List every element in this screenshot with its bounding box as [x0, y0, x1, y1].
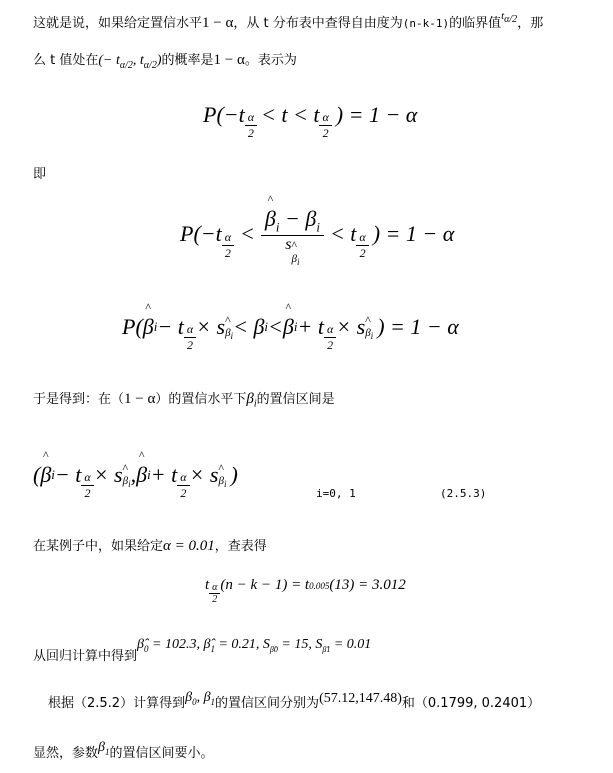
text-segment: 的置信区间要小。	[109, 746, 214, 761]
math-symbol: ^ β	[218, 475, 223, 487]
equation-3	[122, 300, 459, 353]
math-numerator: α	[319, 110, 331, 126]
text-segment: 的概率是	[161, 53, 214, 68]
math-denominator: 2	[247, 126, 254, 140]
math-symbol: ^ β	[225, 327, 230, 339]
math-symbol: (− t	[98, 53, 120, 68]
math-symbol: = 102.3,	[148, 637, 204, 652]
math-subscript: α/2	[119, 59, 133, 71]
math-denominator: 2	[327, 338, 334, 352]
math-subscript: i	[51, 466, 55, 482]
math-numerator: α	[245, 110, 257, 126]
text-line-7	[33, 742, 214, 761]
math-symbol: = 0.21, S	[214, 637, 270, 652]
math-confidence: 1 − α	[124, 391, 156, 407]
math-symbol: = 15, S	[277, 637, 323, 652]
math-symbol: β̂	[203, 637, 211, 652]
text-segment: 在某例子中，如果给定	[33, 539, 164, 554]
text-segment: ）的置信水平下	[155, 392, 247, 407]
text-line-4	[33, 535, 267, 555]
math-symbol: ^ β	[136, 462, 147, 488]
math-subscript	[218, 475, 226, 489]
math-symbol: , t	[132, 53, 144, 68]
text-segment: 根据（2.5.2）计算得到	[48, 696, 186, 711]
text-segment: 显然，参数	[33, 746, 99, 761]
equation-1	[203, 88, 417, 141]
math-numerator: α	[81, 470, 93, 486]
math-symbol: t	[501, 10, 505, 22]
math-symbol: < β	[233, 313, 265, 339]
math-subscript: i	[128, 479, 131, 490]
math-estimates	[137, 637, 371, 654]
equation-5	[205, 566, 406, 605]
text-segment: 么 t 值处在	[33, 53, 99, 68]
math-symbol: (n − k − 1) = t	[220, 577, 310, 593]
math-subscript: i	[275, 219, 280, 235]
math-symbol: )	[230, 461, 238, 487]
math-symbol: ,	[130, 461, 137, 487]
math-subscript: i	[370, 331, 374, 342]
math-symbol: ^ β	[283, 314, 294, 340]
math-beta1	[98, 740, 109, 757]
math-symbol: ^ β	[143, 314, 154, 340]
math-subscript: 1	[210, 643, 215, 654]
math-symbol: P(−t	[180, 221, 222, 247]
text-segment: 。表示为	[244, 53, 297, 68]
math-denominator: 2	[224, 245, 231, 260]
math-subscript: i	[316, 219, 320, 235]
text-segment: 于是得到：在（	[33, 392, 125, 407]
math-subscript: β̂1	[322, 644, 331, 654]
math-t-critical	[501, 10, 518, 26]
math-subscript: 0	[144, 643, 149, 654]
math-symbol: × s	[336, 313, 366, 339]
math-symbol: ) = 1 − α	[377, 313, 459, 339]
math-fraction-main	[261, 206, 324, 267]
math-symbol: )	[156, 53, 162, 68]
math-symbol: × s	[93, 461, 123, 487]
math-symbol: <	[268, 313, 283, 339]
math-alpha-value: α = 0.01	[163, 538, 215, 554]
math-symbol: − t	[157, 313, 184, 339]
math-symbol: t	[205, 577, 210, 593]
math-symbol: − β	[279, 206, 317, 231]
math-numerator: α	[184, 322, 196, 338]
math-symbol: × s	[196, 313, 226, 339]
text-segment: ，那	[517, 16, 544, 31]
math-numerator: α	[209, 582, 220, 594]
math-betas	[185, 690, 215, 707]
math-subscript	[365, 327, 373, 341]
text-line-6	[48, 692, 540, 711]
math-subscript: i	[293, 318, 298, 334]
math-subscript: i	[230, 331, 234, 342]
math-subscript: i	[153, 318, 158, 334]
text-df: (n-k-1)	[402, 17, 450, 30]
math-denominator	[285, 236, 300, 267]
text-line-3	[33, 388, 335, 410]
math-numerator: α	[222, 230, 234, 246]
math-subscript: i	[253, 398, 257, 410]
math-fraction	[324, 322, 336, 353]
math-subscript: 0.005	[309, 580, 330, 591]
math-denominator: 2	[212, 594, 218, 605]
math-symbol: = 0.01	[330, 637, 372, 652]
math-numerator: α	[356, 230, 368, 246]
math-subscript	[225, 327, 233, 341]
text-line-2	[33, 49, 297, 71]
math-symbol: + t	[150, 461, 178, 487]
math-symbol: β	[185, 690, 193, 706]
text-segment: 的临界值	[449, 16, 502, 31]
math-numerator: α	[177, 470, 189, 486]
index-range: i=0, 1	[316, 487, 356, 500]
math-fraction	[245, 110, 257, 141]
math-symbol: + t	[297, 313, 324, 339]
math-denominator: 2	[359, 245, 366, 260]
math-denominator: 2	[186, 338, 193, 352]
text-line-5	[33, 637, 372, 664]
math-subscript	[292, 253, 300, 265]
math-symbol: ^ β	[365, 327, 370, 339]
text-ji: 即	[33, 167, 47, 182]
math-numerator: α	[324, 322, 336, 338]
math-symbol: β	[98, 740, 105, 756]
math-subscript: i	[223, 479, 227, 490]
math-symbol: ) = 1 − α	[372, 221, 455, 247]
math-subscript: 1	[105, 746, 110, 757]
math-symbol: ^ β	[123, 475, 128, 487]
text-segment: 从回归计算中得到	[33, 648, 138, 664]
math-subscript: i	[147, 466, 151, 482]
math-fraction	[209, 582, 220, 605]
math-denominator: 2	[322, 126, 329, 140]
equation-number: (2.5.3)	[440, 487, 487, 500]
math-symbol: ^ β	[292, 250, 297, 268]
text-segment: 的置信区间分别为	[215, 696, 320, 711]
math-subscript: β̂0	[269, 644, 278, 654]
text-segment: 和（0.1799, 0.2401）	[401, 696, 541, 711]
math-denominator: 2	[84, 486, 91, 500]
math-subscript: α/2	[504, 14, 518, 26]
math-confidence: 1 − α	[213, 52, 245, 68]
math-symbol: β̂	[137, 637, 144, 652]
math-fraction	[177, 470, 189, 501]
math-symbol: <	[240, 221, 255, 247]
math-symbol: (13) = 3.012	[329, 577, 406, 593]
math-fraction	[319, 110, 331, 141]
math-fraction	[222, 230, 234, 261]
math-symbol: P(	[122, 313, 143, 339]
math-subscript: α/2	[143, 59, 157, 71]
math-symbol: ^ β	[265, 206, 276, 232]
math-fraction	[184, 322, 196, 353]
math-subscript	[123, 475, 131, 489]
math-interval-beta0: (57.12,147.48)	[319, 690, 402, 706]
text-segment: 这就是说，如果给定置信水平	[33, 16, 203, 31]
math-symbol: P(−t	[203, 101, 245, 127]
math-numerator	[261, 206, 324, 236]
math-symbol: , β	[196, 690, 211, 706]
math-fraction	[81, 470, 93, 501]
text-segment: ，从 t 分布表中查得自由度为	[233, 16, 403, 31]
math-confidence: 1 − α	[202, 15, 234, 31]
math-symbol: β	[246, 391, 254, 407]
math-denominator: 2	[180, 486, 187, 500]
math-subscript: 1	[210, 696, 216, 707]
math-subscript: 0	[192, 696, 197, 707]
math-symbol: × s	[189, 461, 219, 487]
math-symbol: ) = 1 − α	[335, 101, 418, 127]
math-symbol: < t < t	[261, 101, 320, 127]
math-symbol: s	[285, 236, 292, 254]
equation-4	[33, 448, 238, 501]
math-symbol: < t	[329, 221, 357, 247]
math-interval	[98, 53, 162, 71]
math-subscript: i	[297, 256, 300, 267]
text-segment: 的置信区间是	[256, 392, 335, 407]
math-symbol: ^ β	[40, 462, 51, 488]
math-symbol: − t	[54, 461, 82, 487]
math-fraction	[356, 230, 368, 261]
math-symbol: (	[33, 461, 41, 487]
text-segment: ，查表得	[214, 539, 267, 554]
math-subscript: i	[264, 318, 269, 334]
equation-2	[180, 206, 455, 267]
text-line-1	[33, 12, 543, 33]
